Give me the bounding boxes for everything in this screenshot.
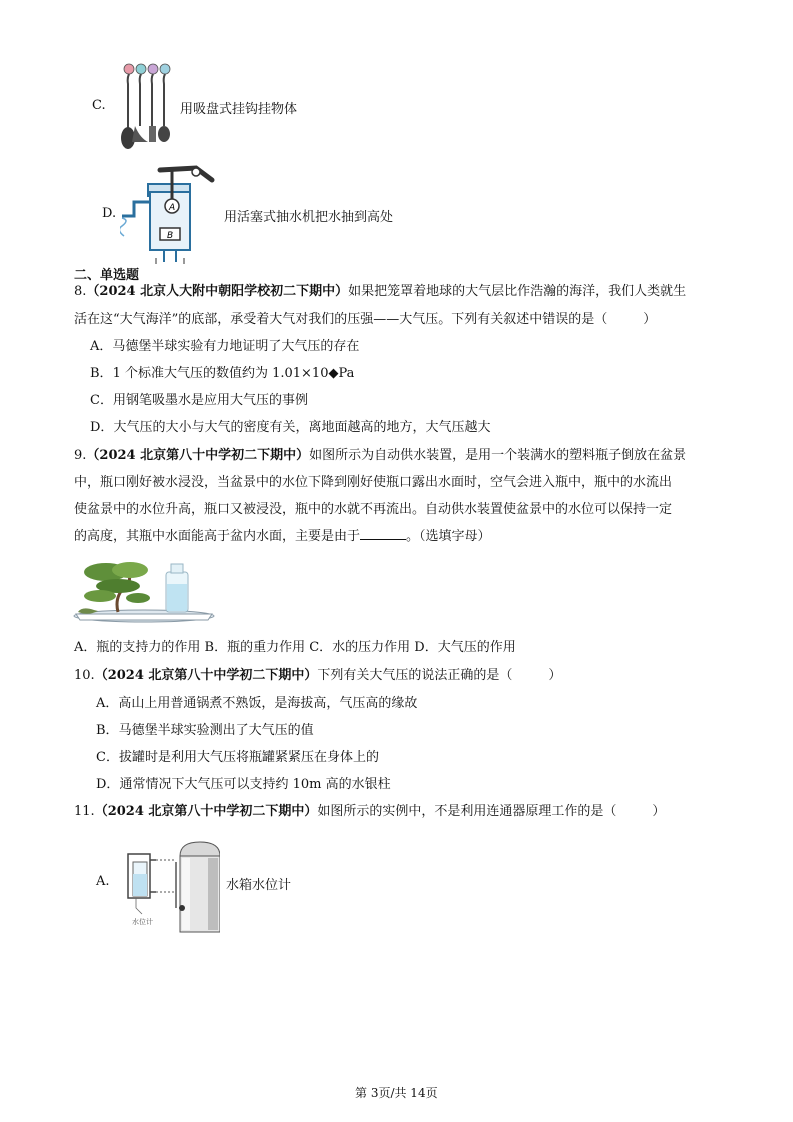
q11-option-a-letter: A.	[96, 874, 110, 889]
q8-option-d-text: 大气压的大小与大气的密度有关，离地面越高的地方，大气压越大	[113, 420, 491, 435]
q9-stem-line1	[74, 446, 686, 466]
q10-option-c-letter: C．	[96, 750, 119, 765]
q9-stem-line4	[74, 527, 491, 547]
q10-stem	[74, 666, 561, 686]
water-tank-gauge-figure	[120, 838, 220, 938]
q10-option-d-letter: D．	[96, 777, 120, 792]
pump-valve-a-label: A	[169, 203, 176, 213]
q10-source: （2024 北京第八十中学初二下期中）	[94, 668, 318, 683]
q9-options[interactable]: A．瓶的支持力的作用 B．瓶的重力作用 C．水的压力作用 D．大气压的作用	[74, 640, 516, 655]
q10-option-a-text: 高山上用普通锅煮不熟饭，是海拔高，气压高的缘故	[118, 696, 418, 711]
q8-option-c[interactable]	[90, 391, 308, 411]
q10-option-c[interactable]	[96, 748, 379, 768]
q8-source: （2024 北京人大附中朝阳学校初二下期中）	[86, 284, 349, 299]
q8-option-c-letter: C．	[90, 393, 113, 408]
q10-option-b[interactable]	[96, 721, 314, 741]
q8-option-c-text: 用钢笔吸墨水是应用大气压的事例	[112, 393, 308, 408]
q8-option-a-text: 马德堡半球实验有力地证明了大气压的存在	[112, 339, 360, 354]
q9-stem-line2: 中，瓶口刚好被水浸没，当盆景中的水位下降到刚好使瓶口露出水面时，空气会进入瓶中，瓶中的水流出	[74, 475, 673, 490]
q8-option-d-letter: D．	[90, 420, 114, 435]
q11-stem	[74, 802, 665, 822]
suction-hook-figure	[118, 60, 176, 152]
bonsai-water-supply-figure	[72, 558, 218, 628]
q10-option-b-text: 马德堡半球实验测出了大气压的值	[118, 723, 314, 738]
q10-option-d[interactable]	[96, 775, 391, 795]
q10-number: 10.	[74, 668, 95, 683]
q9-stem-text4: 的高度，其瓶中水面能高于盆内水面，主要是由于	[74, 529, 361, 544]
q8-option-b[interactable]	[90, 364, 354, 384]
pump-valve-b-label: B	[167, 231, 174, 241]
q9-answer-blank[interactable]	[360, 527, 406, 540]
q9-stem-hint: 。（选填字母）	[406, 529, 491, 544]
q11-source: （2024 北京第八十中学初二下期中）	[94, 804, 318, 819]
piston-pump-figure	[120, 162, 220, 264]
q8-option-a-letter: A．	[90, 339, 113, 354]
q10-option-c-text: 拔罐时是利用大气压将瓶罐紧紧压在身体上的	[118, 750, 379, 765]
gauge-label: 水位计	[132, 918, 153, 926]
q8-stem-line2	[74, 310, 656, 330]
q11-answer-paren-close: ）	[652, 804, 666, 819]
q8-option-b-text: 1 个标准大气压的数值约为 1.01×10◆Pa	[112, 366, 355, 381]
q8-number: 8.	[74, 284, 87, 299]
q8-stem-line1	[74, 282, 686, 302]
q9-number: 9.	[74, 448, 87, 463]
q8-answer-paren-close: ）	[643, 312, 657, 327]
q9-source: （2024 北京第八十中学初二下期中）	[86, 448, 310, 463]
option-c-text: 用吸盘式挂钩挂物体	[180, 102, 298, 117]
option-c-letter: C.	[92, 98, 106, 113]
q8-option-b-letter: B．	[90, 366, 113, 381]
q8-option-a[interactable]	[90, 337, 359, 357]
q10-option-a-letter: A．	[96, 696, 119, 711]
q9-stem-line3: 使盆景中的水位升高，瓶口又被浸没，瓶中的水就不再流出。自动供水装置使盆景中的水位可以保持一定	[74, 502, 673, 517]
q10-answer-paren-close: ）	[548, 668, 562, 683]
section-title: 二、单选题	[74, 268, 140, 283]
option-d-letter: D.	[102, 206, 117, 221]
q10-option-b-letter: B．	[96, 723, 119, 738]
q10-option-a[interactable]	[96, 694, 417, 714]
q8-stem-text2: 活在这“大气海洋”的底部，承受着大气对我们的压强——大气压。下列有关叙述中错误的是（	[74, 312, 608, 327]
page-footer: 第 3页/共 14页	[355, 1086, 438, 1100]
q8-stem-text1: 如果把笼罩着地球的大气层比作浩瀚的海洋，我们人类就生	[348, 284, 687, 299]
option-d-text: 用活塞式抽水机把水抽到高处	[224, 210, 394, 225]
q11-number: 11.	[74, 804, 95, 819]
q8-option-d[interactable]	[90, 418, 490, 438]
q10-option-d-text: 通常情况下大气压可以支持约 10m 高的水银柱	[119, 777, 391, 792]
q11-stem-text: 如图所示的实例中，不是利用连通器原理工作的是（	[317, 804, 617, 819]
q9-stem-text1: 如图所示为自动供水装置，是用一个装满水的塑料瓶子倒放在盆景	[309, 448, 687, 463]
q11-option-a-text: 水箱水位计	[226, 878, 292, 893]
q10-stem-text: 下列有关大气压的说法正确的是（	[317, 668, 513, 683]
